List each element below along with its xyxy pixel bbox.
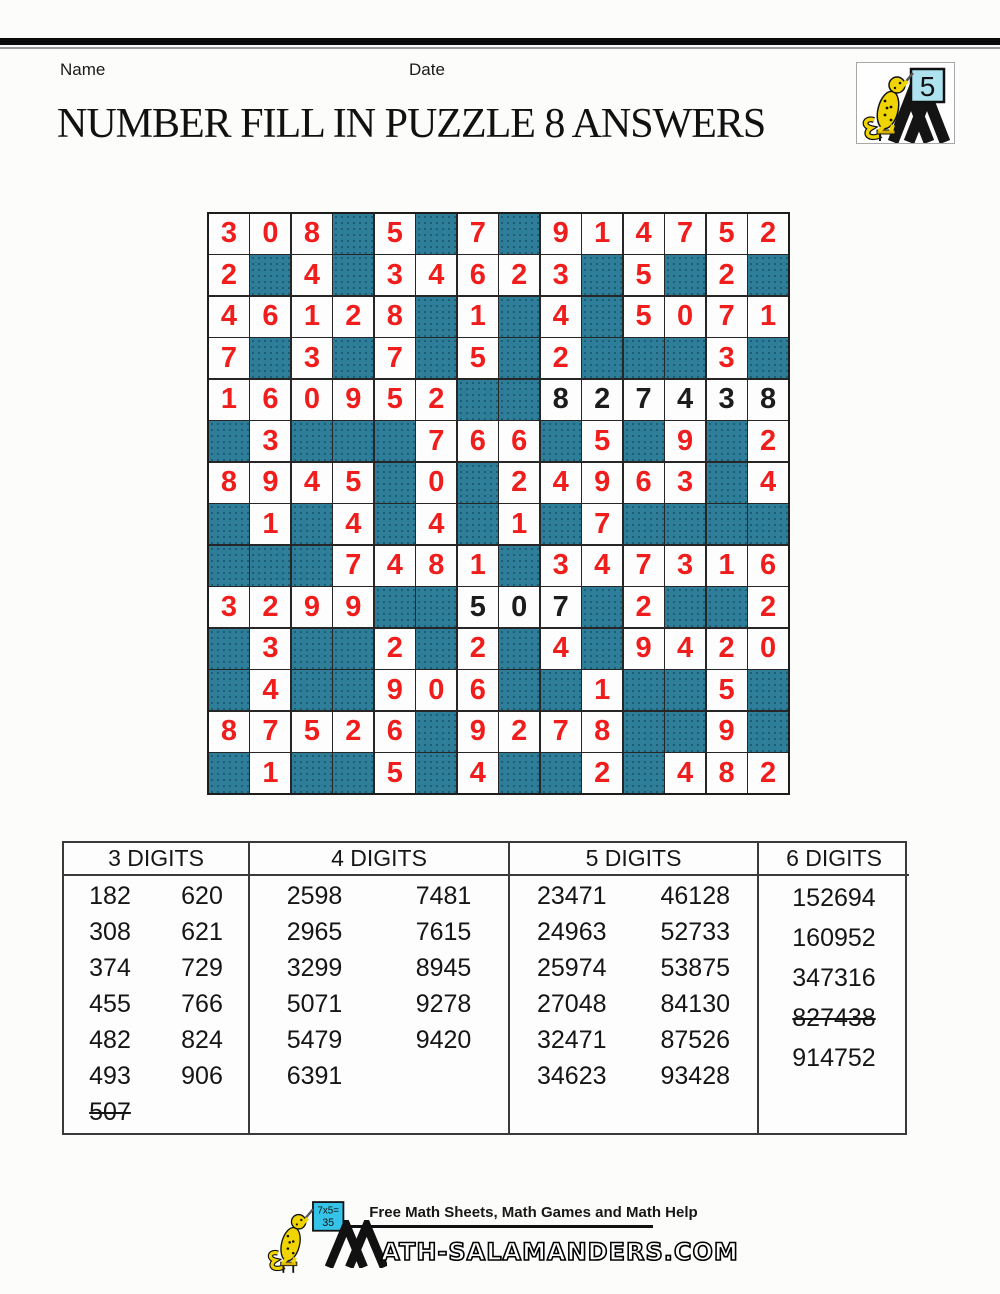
bank-header: 4 DIGITS [250, 843, 508, 876]
grid-cell: 4 [582, 546, 622, 586]
bank-number: 906 [181, 1062, 223, 1090]
grid-cell: 2 [582, 380, 622, 420]
grid-cell: 9 [707, 712, 747, 752]
grid-cell: 5 [458, 587, 498, 627]
grid-cell: 5 [624, 255, 664, 295]
grid-cell: 5 [458, 338, 498, 378]
grid-cell: 2 [375, 629, 415, 669]
grid-cell: 2 [748, 214, 788, 254]
page-title: NUMBER FILL IN PUZZLE 8 ANSWERS [57, 101, 766, 147]
grid-cell [748, 670, 788, 710]
grid-cell [458, 504, 498, 544]
grid-cell: 2 [333, 297, 373, 337]
site-logo [856, 62, 955, 144]
bank-number: 7481 [415, 882, 472, 910]
bank-number: 84130 [660, 990, 731, 1018]
grid-cell: 8 [292, 214, 332, 254]
grid-cell: 3 [209, 587, 249, 627]
grid-cell [707, 587, 747, 627]
grid-cell [292, 504, 332, 544]
grid-cell [499, 670, 539, 710]
grid-cell [333, 421, 373, 461]
grid-cell: 4 [250, 670, 290, 710]
grid-cell: 7 [375, 338, 415, 378]
bank-number: 152694 [792, 884, 876, 912]
bank-number: 824 [181, 1026, 223, 1054]
grid-cell [416, 753, 456, 793]
bank-column [64, 843, 250, 1133]
grid-cell: 8 [375, 297, 415, 337]
grid-cell: 7 [707, 297, 747, 337]
grid-cell [748, 504, 788, 544]
grid-cell: 2 [499, 255, 539, 295]
top-rule [0, 38, 1000, 45]
bank-number: 7615 [415, 918, 472, 946]
bank-number: 53875 [660, 954, 731, 982]
grid-cell: 3 [250, 421, 290, 461]
grid-cell [499, 214, 539, 254]
date-label: Date [409, 60, 445, 79]
bank-number: 2965 [286, 918, 343, 946]
grid-cell: 9 [582, 463, 622, 503]
bank-number: 23471 [536, 882, 607, 910]
grid-cell: 0 [665, 297, 705, 337]
grid-cell: 2 [624, 587, 664, 627]
grid-cell: 8 [707, 753, 747, 793]
grid-cell: 4 [416, 504, 456, 544]
grid-cell: 6 [458, 670, 498, 710]
grid-cell: 1 [209, 380, 249, 420]
grid-cell: 6 [748, 546, 788, 586]
grid-cell [499, 546, 539, 586]
bank-number: 3299 [286, 954, 343, 982]
grid-cell: 9 [458, 712, 498, 752]
bank-number: 52733 [660, 918, 731, 946]
grid-cell: 7 [541, 587, 581, 627]
grid-cell: 7 [624, 380, 664, 420]
grid-cell [624, 670, 664, 710]
grid-cell: 1 [458, 297, 498, 337]
bank-number: 729 [181, 954, 223, 982]
grid-cell: 8 [209, 712, 249, 752]
grid-cell [416, 297, 456, 337]
grid-cell [748, 712, 788, 752]
grid-cell [458, 463, 498, 503]
bank-number: 8945 [415, 954, 472, 982]
grid-cell: 1 [250, 504, 290, 544]
grid-cell [250, 546, 290, 586]
grid-cell: 9 [250, 463, 290, 503]
grid-cell [333, 214, 373, 254]
grid-cell [582, 629, 622, 669]
grid-cell: 2 [499, 463, 539, 503]
grid-cell: 5 [375, 214, 415, 254]
grid-cell: 1 [499, 504, 539, 544]
grid-cell: 6 [375, 712, 415, 752]
grid-cell: 7 [250, 712, 290, 752]
bank-number: 620 [181, 882, 223, 910]
grid-cell: 4 [292, 255, 332, 295]
grid-cell [416, 338, 456, 378]
grid-cell [624, 753, 664, 793]
grid-cell: 2 [209, 255, 249, 295]
grid-cell [292, 421, 332, 461]
salamander-logo-icon [857, 63, 954, 143]
bank-number: 308 [89, 918, 131, 946]
grid-cell: 4 [541, 463, 581, 503]
grid-cell [375, 504, 415, 544]
grid-cell [416, 629, 456, 669]
number-bank [62, 841, 907, 1135]
grid-cell: 9 [375, 670, 415, 710]
bank-column [510, 843, 759, 1133]
bank-header: 5 DIGITS [510, 843, 757, 876]
grid-cell: 4 [292, 463, 332, 503]
grid-cell [209, 504, 249, 544]
grid-cell: 3 [292, 338, 332, 378]
grid-cell: 6 [499, 421, 539, 461]
grid-cell [624, 504, 664, 544]
grid-cell: 2 [333, 712, 373, 752]
grid-cell [665, 712, 705, 752]
grid-cell [250, 338, 290, 378]
grid-cell: 5 [707, 214, 747, 254]
grid-cell: 6 [250, 380, 290, 420]
grid-cell [499, 338, 539, 378]
grid-cell: 2 [416, 380, 456, 420]
grid-cell: 6 [458, 421, 498, 461]
grid-cell: 6 [458, 255, 498, 295]
puzzle-grid [207, 212, 790, 795]
grid-cell: 0 [416, 463, 456, 503]
grid-cell [541, 504, 581, 544]
grid-cell: 1 [292, 297, 332, 337]
grid-cell: 5 [375, 753, 415, 793]
grid-cell [209, 670, 249, 710]
grid-cell: 4 [665, 629, 705, 669]
bank-number: 27048 [536, 990, 607, 1018]
grid-cell [665, 338, 705, 378]
grid-cell: 3 [541, 546, 581, 586]
svg-text:35: 35 [322, 1217, 335, 1230]
grid-cell: 2 [582, 753, 622, 793]
bank-number: 507 [89, 1098, 131, 1126]
grid-cell: 9 [541, 214, 581, 254]
grid-cell: 3 [707, 338, 747, 378]
grid-cell: 2 [499, 712, 539, 752]
grid-cell [499, 297, 539, 337]
grid-cell: 8 [416, 546, 456, 586]
grid-cell: 3 [250, 629, 290, 669]
bank-number: 34623 [536, 1062, 607, 1090]
grid-cell: 3 [665, 463, 705, 503]
bank-number: 766 [181, 990, 223, 1018]
grid-cell [416, 712, 456, 752]
grid-cell: 9 [333, 380, 373, 420]
grid-cell [250, 255, 290, 295]
grid-cell: 3 [209, 214, 249, 254]
grid-cell: 6 [624, 463, 664, 503]
grid-cell: 2 [748, 421, 788, 461]
grid-cell: 2 [458, 629, 498, 669]
grid-cell [624, 712, 664, 752]
grid-cell [458, 380, 498, 420]
name-label: Name [60, 60, 106, 79]
grid-cell: 7 [416, 421, 456, 461]
grid-cell: 1 [748, 297, 788, 337]
bank-number: 87526 [660, 1026, 731, 1054]
grid-cell [582, 338, 622, 378]
grid-cell: 0 [250, 214, 290, 254]
bank-number: 9278 [415, 990, 472, 1018]
grid-cell [499, 380, 539, 420]
grid-cell: 1 [582, 214, 622, 254]
bank-column [250, 843, 510, 1133]
grid-cell [292, 629, 332, 669]
bank-header: 6 DIGITS [759, 843, 909, 876]
bank-number: 914752 [792, 1044, 876, 1072]
grid-cell: 1 [250, 753, 290, 793]
grid-cell: 9 [665, 421, 705, 461]
grid-cell [499, 753, 539, 793]
grid-cell: 7 [333, 546, 373, 586]
bank-number: 493 [89, 1062, 131, 1090]
grid-cell: 8 [582, 712, 622, 752]
grid-cell [209, 753, 249, 793]
grid-cell [333, 629, 373, 669]
grid-cell [624, 338, 664, 378]
grid-cell [416, 587, 456, 627]
bank-number: 32471 [536, 1026, 607, 1054]
svg-text:7x5=: 7x5= [317, 1205, 340, 1217]
grid-cell: 0 [748, 629, 788, 669]
footer-m-icon [325, 1220, 387, 1268]
bank-number: 9420 [415, 1026, 472, 1054]
bank-number: 93428 [660, 1062, 731, 1090]
bank-number: 482 [89, 1026, 131, 1054]
svg-text:5: 5 [919, 71, 936, 102]
grid-cell [499, 629, 539, 669]
grid-cell [416, 214, 456, 254]
grid-cell [707, 421, 747, 461]
grid-cell: 4 [541, 629, 581, 669]
salamander-icon [271, 1215, 308, 1273]
grid-cell: 2 [707, 255, 747, 295]
grid-cell [541, 421, 581, 461]
grid-cell: 1 [582, 670, 622, 710]
grid-cell: 3 [665, 546, 705, 586]
bank-number: 5071 [286, 990, 343, 1018]
grid-cell: 3 [541, 255, 581, 295]
footer-tagline: Free Math Sheets, Math Games and Math Help [369, 1204, 698, 1221]
grid-cell: 3 [375, 255, 415, 295]
grid-cell: 8 [541, 380, 581, 420]
grid-cell [292, 753, 332, 793]
bank-number: 160952 [792, 924, 876, 952]
grid-cell [707, 504, 747, 544]
grid-cell [665, 255, 705, 295]
bank-column [759, 843, 909, 1133]
grid-cell: 7 [624, 546, 664, 586]
grid-cell [541, 670, 581, 710]
grid-cell [333, 753, 373, 793]
grid-cell: 2 [748, 753, 788, 793]
grid-cell: 2 [250, 587, 290, 627]
grid-cell [541, 753, 581, 793]
grid-cell [209, 546, 249, 586]
grid-cell: 2 [541, 338, 581, 378]
bank-number: 347316 [792, 964, 876, 992]
grid-cell: 2 [748, 587, 788, 627]
grid-cell: 5 [707, 670, 747, 710]
grid-cell: 7 [541, 712, 581, 752]
bank-number: 2598 [286, 882, 343, 910]
bank-number: 182 [89, 882, 131, 910]
grid-cell: 4 [333, 504, 373, 544]
grid-cell [333, 255, 373, 295]
grid-cell [292, 670, 332, 710]
grid-cell: 0 [416, 670, 456, 710]
grid-cell: 7 [458, 214, 498, 254]
grid-cell: 1 [707, 546, 747, 586]
grid-cell [333, 338, 373, 378]
grid-cell [375, 587, 415, 627]
grid-cell: 6 [250, 297, 290, 337]
grid-cell [333, 670, 373, 710]
grid-cell [582, 255, 622, 295]
grid-cell: 4 [748, 463, 788, 503]
footer-brand: ATH-SALAMANDERS.COM [381, 1238, 739, 1266]
bank-number: 374 [89, 954, 131, 982]
grid-cell: 4 [665, 380, 705, 420]
grid-cell: 4 [375, 546, 415, 586]
grid-cell [665, 670, 705, 710]
grid-cell: 8 [748, 380, 788, 420]
grid-cell [209, 629, 249, 669]
grid-cell: 4 [209, 297, 249, 337]
grid-cell: 7 [209, 338, 249, 378]
grid-cell: 5 [375, 380, 415, 420]
grid-cell: 9 [624, 629, 664, 669]
grid-cell: 4 [665, 753, 705, 793]
grid-cell: 8 [209, 463, 249, 503]
bank-header: 3 DIGITS [64, 843, 248, 876]
bank-number: 621 [181, 918, 223, 946]
grid-cell: 5 [582, 421, 622, 461]
grid-cell [665, 587, 705, 627]
grid-cell [292, 546, 332, 586]
grid-cell [375, 463, 415, 503]
grid-cell: 9 [333, 587, 373, 627]
grid-cell [209, 421, 249, 461]
logo-number-badge [911, 69, 944, 102]
grid-cell [582, 587, 622, 627]
grid-cell: 2 [707, 629, 747, 669]
grid-cell [582, 297, 622, 337]
grid-cell: 4 [416, 255, 456, 295]
grid-cell: 4 [624, 214, 664, 254]
grid-cell [748, 338, 788, 378]
bank-number: 455 [89, 990, 131, 1018]
top-rule-secondary [0, 47, 1000, 49]
grid-cell [624, 421, 664, 461]
grid-cell: 7 [582, 504, 622, 544]
grid-cell: 4 [541, 297, 581, 337]
grid-cell: 1 [458, 546, 498, 586]
bank-number: 6391 [286, 1062, 343, 1090]
grid-cell [375, 421, 415, 461]
grid-cell: 5 [292, 712, 332, 752]
grid-cell: 0 [292, 380, 332, 420]
grid-cell [748, 255, 788, 295]
bank-number: 5479 [286, 1026, 343, 1054]
grid-cell: 3 [707, 380, 747, 420]
grid-cell: 5 [624, 297, 664, 337]
grid-cell [707, 463, 747, 503]
grid-cell: 9 [292, 587, 332, 627]
bank-number: 25974 [536, 954, 607, 982]
bank-number: 46128 [660, 882, 731, 910]
grid-cell: 7 [665, 214, 705, 254]
grid-cell: 4 [458, 753, 498, 793]
grid-cell [665, 504, 705, 544]
grid-cell: 0 [499, 587, 539, 627]
bank-number: 827438 [792, 1004, 876, 1032]
grid-cell: 5 [333, 463, 373, 503]
bank-number: 24963 [536, 918, 607, 946]
footer-logo [0, 1196, 1000, 1278]
